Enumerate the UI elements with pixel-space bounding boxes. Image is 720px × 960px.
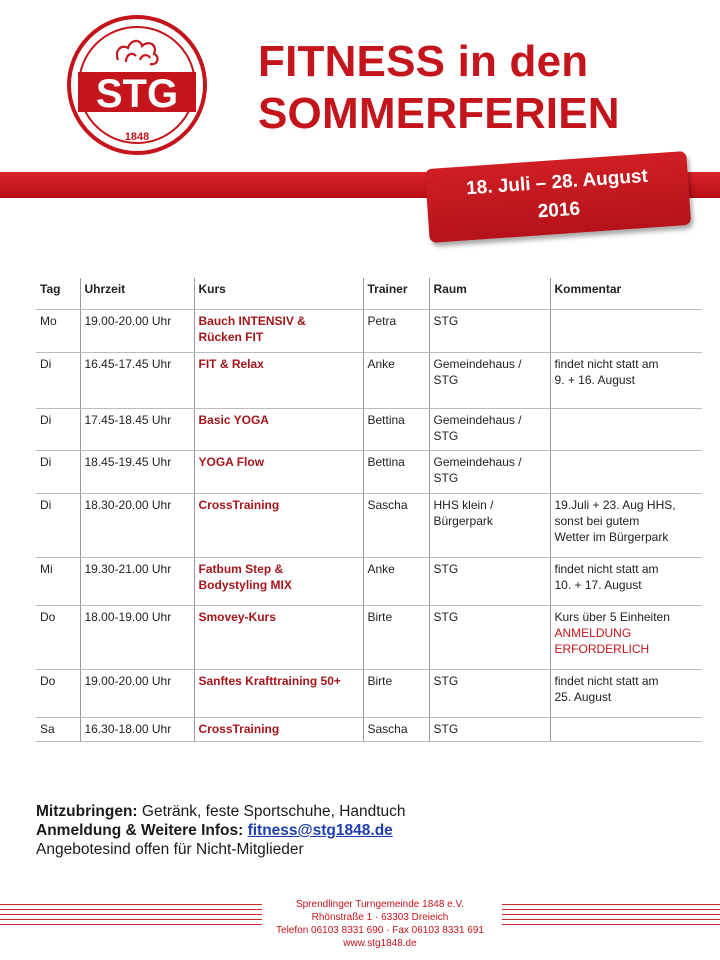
- info-block: [36, 802, 406, 859]
- cell-trainer: Bettina: [363, 451, 429, 494]
- kommentar-line: findet nicht statt am: [554, 674, 659, 688]
- raum-line: HHS klein /: [433, 498, 494, 512]
- cell-uhrzeit: 16.45-17.45 Uhr: [80, 353, 194, 409]
- cell-kurs: [194, 558, 363, 606]
- table-row: [36, 310, 702, 353]
- cell-trainer: Sascha: [363, 718, 429, 742]
- cell-raum: [429, 353, 550, 409]
- footer-address: [0, 898, 720, 950]
- cell-trainer: Anke: [363, 558, 429, 606]
- kurs-line: Basic YOGA: [198, 413, 269, 427]
- date-badge-range: 18. Juli – 28. August: [465, 165, 649, 200]
- kommentar-line: sonst bei gutem: [554, 514, 640, 528]
- kurs-line: Rücken FIT: [198, 330, 264, 344]
- page-title: [258, 36, 620, 140]
- header-tag: Tag: [36, 278, 80, 310]
- cell-tag: Di: [36, 409, 80, 451]
- anmeldung-label: Anmeldung & Weitere Infos:: [36, 822, 244, 839]
- header-kommentar: Kommentar: [550, 278, 702, 310]
- cell-kurs: [194, 353, 363, 409]
- cell-kommentar: [550, 353, 702, 409]
- raum-line: STG: [433, 471, 459, 485]
- cell-trainer: Petra: [363, 310, 429, 353]
- cell-raum: [429, 494, 550, 558]
- footer-website: www.stg1848.de: [343, 938, 417, 949]
- cell-kurs: [194, 606, 363, 670]
- cell-kommentar: [550, 718, 702, 742]
- cell-uhrzeit: 18.45-19.45 Uhr: [80, 451, 194, 494]
- info-anmeldung: [36, 821, 406, 840]
- table-row: [36, 670, 702, 718]
- cell-trainer: Sascha: [363, 494, 429, 558]
- cell-trainer: Birte: [363, 670, 429, 718]
- cell-raum: [429, 409, 550, 451]
- cell-uhrzeit: 17.45-18.45 Uhr: [80, 409, 194, 451]
- email-link[interactable]: fitness@stg1848.de: [247, 822, 393, 839]
- cell-raum: [429, 606, 550, 670]
- raum-line: Gemeindehaus /: [433, 357, 522, 371]
- table-row: [36, 494, 702, 558]
- cell-kommentar: [550, 494, 702, 558]
- kurs-line: Bauch INTENSIV &: [198, 314, 306, 328]
- cell-tag: Di: [36, 451, 80, 494]
- cell-tag: Di: [36, 353, 80, 409]
- cell-tag: Sa: [36, 718, 80, 742]
- kurs-line: FIT & Relax: [198, 357, 264, 371]
- kommentar-warning: ERFORDERLICH: [554, 642, 650, 656]
- cell-kurs: [194, 310, 363, 353]
- kommentar-warning: ANMELDUNG: [554, 626, 632, 640]
- cell-raum: [429, 558, 550, 606]
- kommentar-line: 9. + 16. August: [554, 373, 635, 387]
- cell-tag: Do: [36, 606, 80, 670]
- header-raum: Raum: [429, 278, 550, 310]
- kurs-line: Bodystyling MIX: [198, 578, 292, 592]
- cell-kurs: [194, 409, 363, 451]
- kommentar-line: findet nicht statt am: [554, 562, 659, 576]
- raum-line: STG: [433, 429, 459, 443]
- cell-kommentar: [550, 310, 702, 353]
- footer-phone: Telefon 06103 8331 690 · Fax 06103 8331 691: [276, 925, 484, 936]
- raum-line: STG: [433, 314, 459, 328]
- cell-uhrzeit: 19.00-20.00 Uhr: [80, 310, 194, 353]
- cell-tag: Mi: [36, 558, 80, 606]
- table-row: [36, 718, 702, 742]
- date-badge-year: 2016: [537, 198, 581, 223]
- schedule-table: [36, 278, 702, 742]
- cell-kommentar: [550, 670, 702, 718]
- table-header-row: [36, 278, 702, 310]
- cell-raum: [429, 718, 550, 742]
- cell-trainer: Anke: [363, 353, 429, 409]
- cell-raum: [429, 670, 550, 718]
- cell-kurs: [194, 451, 363, 494]
- cell-tag: Do: [36, 670, 80, 718]
- raum-line: Gemeindehaus /: [433, 413, 522, 427]
- table-row: [36, 558, 702, 606]
- info-mitbringen: [36, 802, 406, 821]
- cell-kurs: [194, 718, 363, 742]
- header-uhrzeit: Uhrzeit: [80, 278, 194, 310]
- kurs-line: YOGA Flow: [198, 455, 265, 469]
- cell-uhrzeit: 18.00-19.00 Uhr: [80, 606, 194, 670]
- mitbringen-label: Mitzubringen:: [36, 803, 138, 820]
- schedule-table-body: [36, 310, 702, 742]
- raum-line: STG: [433, 373, 459, 387]
- cell-kommentar: [550, 409, 702, 451]
- cell-kommentar: [550, 451, 702, 494]
- header-trainer: Trainer: [363, 278, 429, 310]
- logo-year: 1848: [124, 131, 150, 143]
- kommentar-line: Kurs über 5 Einheiten: [554, 610, 670, 624]
- cell-kommentar: [550, 558, 702, 606]
- cell-kurs: [194, 670, 363, 718]
- table-row: [36, 451, 702, 494]
- cell-uhrzeit: 19.00-20.00 Uhr: [80, 670, 194, 718]
- cell-uhrzeit: 16.30-18.00 Uhr: [80, 718, 194, 742]
- kommentar-line: 19.Juli + 23. Aug HHS,: [554, 498, 676, 512]
- kurs-line: Smovey-Kurs: [198, 610, 276, 624]
- cell-kommentar: [550, 606, 702, 670]
- kommentar-line: 25. August: [554, 690, 612, 704]
- kommentar-line: Wetter im Bürgerpark: [554, 530, 669, 544]
- footer-street: Rhönstraße 1 · 63303 Dreieich: [311, 912, 449, 923]
- table-row: [36, 606, 702, 670]
- kurs-line: Sanftes Krafttraining 50+: [198, 674, 341, 688]
- kurs-line: CrossTraining: [198, 722, 280, 736]
- cell-raum: [429, 451, 550, 494]
- title-line-2: SOMMERFERIEN: [258, 89, 620, 138]
- stg-logo: [66, 14, 208, 156]
- cell-trainer: Bettina: [363, 409, 429, 451]
- kurs-line: Fatbum Step &: [198, 562, 284, 576]
- raum-line: STG: [433, 722, 459, 736]
- cell-tag: Mo: [36, 310, 80, 353]
- cell-tag: Di: [36, 494, 80, 558]
- header-kurs: Kurs: [194, 278, 363, 310]
- raum-line: STG: [433, 610, 459, 624]
- raum-line: STG: [433, 674, 459, 688]
- info-note: Angebotesind offen für Nicht-Mitglieder: [36, 841, 304, 858]
- mitbringen-text: Getränk, feste Sportschuhe, Handtuch: [137, 803, 406, 820]
- table-row: [36, 409, 702, 451]
- cell-uhrzeit: 18.30-20.00 Uhr: [80, 494, 194, 558]
- footer-org: Sprendlinger Turngemeinde 1848 e.V.: [295, 899, 465, 910]
- cell-trainer: Birte: [363, 606, 429, 670]
- table-row: [36, 353, 702, 409]
- raum-line: Gemeindehaus /: [433, 455, 522, 469]
- title-line-1: FITNESS in den: [258, 37, 589, 86]
- raum-line: STG: [433, 562, 459, 576]
- raum-line: Bürgerpark: [433, 514, 493, 528]
- date-badge: [425, 151, 692, 243]
- cell-uhrzeit: 19.30-21.00 Uhr: [80, 558, 194, 606]
- kommentar-line: 10. + 17. August: [554, 578, 642, 592]
- kommentar-line: findet nicht statt am: [554, 357, 659, 371]
- cell-kurs: [194, 494, 363, 558]
- logo-letters: STG: [95, 72, 179, 116]
- cell-raum: [429, 310, 550, 353]
- kurs-line: CrossTraining: [198, 498, 280, 512]
